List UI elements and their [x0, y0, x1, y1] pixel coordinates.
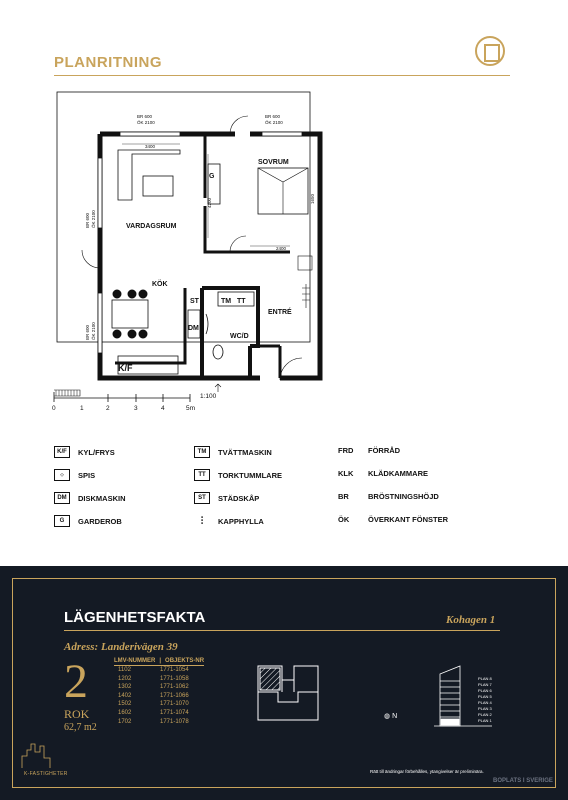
company-logo-icon	[20, 742, 54, 770]
tick-1: 1	[80, 405, 84, 412]
label-tm: TM	[221, 298, 232, 305]
legend-label: GARDEROB	[78, 516, 122, 526]
rok-label: ROK	[64, 707, 90, 721]
window-ok-4: ÖK 2100	[91, 322, 96, 340]
title-divider	[54, 75, 510, 76]
outer-walls	[100, 134, 320, 378]
window-ok-2: ÖK 2100	[265, 120, 283, 125]
legend-label: TORKTUMMLARE	[218, 470, 283, 480]
tick-0: 0	[52, 405, 56, 412]
label-kf: K/F	[118, 363, 133, 373]
legend-item-brostningshojd	[338, 492, 439, 501]
label-wcd: WC/D	[230, 333, 249, 340]
dishwasher-symbol: DM	[54, 492, 70, 504]
label-st: ST	[190, 298, 199, 305]
sink-icon	[206, 314, 208, 334]
building-section-diagram	[432, 664, 512, 736]
table-row: 1202 1771-1058	[118, 675, 189, 682]
coat-rack-icon: ⫶	[200, 515, 204, 527]
floor-6: PLAN 6	[478, 688, 492, 693]
object-table	[114, 658, 204, 726]
legend-label: KAPPHYLLA	[218, 516, 264, 526]
floor-8: PLAN 8	[478, 676, 492, 681]
sofa-icon	[118, 150, 180, 200]
kitchen-counter-wall	[115, 288, 185, 363]
wardrobe-symbol: G	[54, 515, 70, 527]
closet-symbol: ST	[194, 492, 210, 504]
legend-label: TVÄTTMASKIN	[218, 447, 272, 457]
dining-table-icon	[112, 300, 148, 328]
legend-item-kladkammare	[338, 469, 428, 478]
project-name: Kohagen 1	[446, 614, 496, 626]
window-br-1: BR 600	[137, 114, 153, 119]
legend	[54, 440, 514, 540]
floor-2: PLAN 2	[478, 712, 492, 717]
bedroom-wall	[205, 134, 290, 252]
label-kok: KÖK	[152, 281, 168, 288]
tick-3: 3	[134, 405, 138, 412]
label-sovrum: SOVRUM	[258, 159, 289, 166]
coffee-table-icon	[143, 176, 173, 196]
legend-abbr: BR	[338, 492, 349, 501]
window-ok-3: ÖK 2100	[91, 210, 96, 228]
label-g: G	[209, 173, 215, 180]
compass-label: N	[392, 713, 398, 720]
page-title: PLANRITNING	[54, 54, 162, 71]
company-name: K-FASTIGHETER	[24, 771, 68, 777]
legend-abbr: FRD	[338, 446, 354, 455]
dim-2400: 2400	[276, 246, 287, 251]
legend-label: KLÄDKAMMARE	[368, 469, 428, 478]
address: Adress: Landerivägen 39	[64, 641, 178, 653]
window-br-4: BR 600	[85, 324, 90, 340]
dim-4200: 4200	[207, 197, 212, 208]
col-objekt: OBJEKTS-NR	[165, 658, 205, 664]
tick-2: 2	[106, 405, 110, 412]
compass	[384, 712, 397, 720]
tick-4: 4	[161, 405, 165, 412]
legend-label: DISKMASKIN	[78, 493, 126, 503]
table-row: 1502 1771-1070	[118, 701, 189, 708]
legend-item-stadskap	[194, 492, 259, 504]
room-count: 2	[64, 655, 88, 708]
toilet-icon	[213, 345, 223, 359]
north-arrow-icon: ◍	[384, 713, 391, 720]
legend-item-garderob	[54, 515, 122, 527]
legend-label: BRÖSTNINGSHÖJD	[368, 492, 439, 501]
floor-5: PLAN 5	[478, 694, 492, 699]
scale-ratio: 1:100	[200, 393, 217, 400]
window-br-2: BR 600	[265, 114, 281, 119]
legend-item-kapphylla	[194, 515, 264, 527]
floor-3: PLAN 3	[478, 706, 492, 711]
dryer-symbol: TT	[194, 469, 210, 481]
watermark: BOPLATS I SVERIGE	[493, 778, 553, 784]
table-row: 1302 1771-1062	[118, 684, 189, 691]
brand-logo-icon	[475, 36, 505, 66]
legend-item-tvattmaskin	[194, 446, 272, 458]
disclaimer: Rätt till ändringar förbehålles, ytangivelser är preliminära.	[370, 769, 484, 774]
coat-rack-icon	[302, 284, 310, 308]
kylfrys-symbol: K/F	[54, 446, 70, 458]
window-br-3: BR 600	[85, 212, 90, 228]
floor-4: PLAN 4	[478, 700, 492, 705]
table-row: 1402 1771-1066	[118, 692, 189, 699]
floor-7: PLAN 7	[478, 682, 492, 687]
facts-title: LÄGENHETSFAKTA	[64, 609, 206, 626]
legend-item-diskmaskin	[54, 492, 126, 504]
label-tt: TT	[237, 298, 246, 305]
table-row: 1702 1771-1078	[118, 718, 189, 725]
col-lmv: LMV-NUMMER	[114, 658, 156, 664]
legend-item-torktummlare	[194, 469, 282, 481]
legend-abbr: KLK	[338, 469, 354, 478]
label-entre: ENTRÉ	[268, 309, 292, 316]
legend-label: FÖRRÅD	[368, 446, 401, 455]
table-row: 1602 1771-1074	[118, 709, 189, 716]
legend-abbr: ÖK	[338, 515, 350, 524]
window-ok-1: ÖK 2100	[137, 120, 155, 125]
legend-label: STÄDSKÅP	[218, 493, 260, 503]
legend-item-kylfrys	[54, 446, 115, 458]
legend-item-overkant-fonster	[338, 515, 448, 524]
floor-plan	[40, 88, 340, 418]
stove-icon: ⁘	[54, 469, 70, 481]
floor-1: PLAN 1	[478, 718, 492, 723]
legend-label: KYL/FRYS	[78, 447, 115, 457]
label-vardagsrum: VARDAGSRUM	[126, 223, 177, 230]
table-row: 1102 1771-1054	[118, 667, 189, 673]
table-header: LMV-NUMMER | OBJEKTS-NR	[114, 658, 205, 664]
scale-bar	[54, 392, 190, 402]
legend-label: SPIS	[78, 470, 96, 480]
key-plan-diagram	[254, 662, 324, 724]
facts-divider	[64, 630, 500, 631]
legend-label: ÖVERKANT FÖNSTER	[368, 515, 449, 524]
dim-3400: 3400	[145, 144, 156, 149]
label-dm: DM	[188, 325, 199, 332]
legend-item-spis	[54, 469, 95, 481]
dim-1650: 1650	[310, 193, 315, 204]
legend-item-forrad	[338, 446, 400, 455]
tick-5m: 5m	[186, 405, 196, 412]
area-value: 62,7 m2	[64, 722, 97, 733]
washer-symbol: TM	[194, 446, 210, 458]
